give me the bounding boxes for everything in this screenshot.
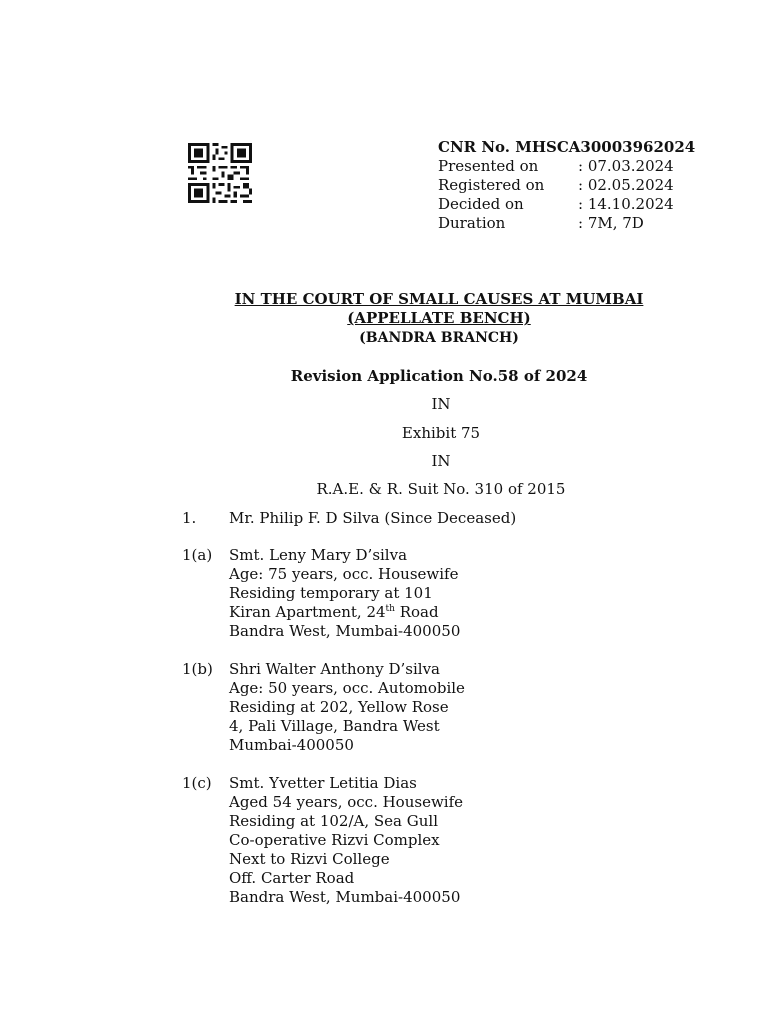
ordinal-suffix: th — [385, 604, 395, 614]
party-line-suffix: Road — [394, 603, 439, 621]
party-line: Age: 75 years, occ. Housewife — [229, 565, 459, 583]
party-line: Residing at 202, Yellow Rose — [229, 698, 449, 716]
party-number: 1(c) — [182, 774, 212, 792]
party-number: 1(b) — [182, 660, 213, 678]
case-title: Revision Application No.58 of 2024 — [290, 367, 588, 385]
party-line-address — [229, 603, 460, 622]
meta-value: : 14.10.2024 — [578, 195, 674, 213]
party-line: Smt. Yvetter Letitia Dias — [229, 774, 417, 792]
meta-value: : 02.05.2024 — [578, 176, 674, 194]
party-line: Co-operative Rizvi Complex — [229, 831, 440, 849]
party-line: Residing at 102/A, Sea Gull — [229, 812, 438, 830]
party-line: Residing temporary at 101 — [229, 584, 433, 602]
party-line: Off. Carter Road — [229, 869, 355, 887]
meta-label: Decided on — [438, 195, 524, 213]
case-metadata — [438, 138, 738, 233]
meta-value: : 7M, 7D — [578, 214, 644, 232]
case-in-2: IN — [431, 452, 451, 470]
meta-label: Presented on — [438, 157, 539, 175]
party-line: Shri Walter Anthony D’silva — [229, 660, 440, 678]
meta-row-decided — [438, 195, 738, 214]
meta-row-presented — [438, 157, 738, 176]
meta-label: Registered on — [438, 176, 545, 194]
court-title: IN THE COURT OF SMALL CAUSES AT MUMBAI — [234, 290, 644, 308]
party-line: Bandra West, Mumbai-400050 — [229, 622, 461, 640]
party-number: 1(a) — [182, 546, 213, 564]
case-exhibit: Exhibit 75 — [401, 424, 481, 442]
party-line: Smt. Leny Mary D’silva — [229, 546, 408, 564]
party-line: Age: 50 years, occ. Automobile — [229, 679, 465, 697]
meta-row-duration — [438, 214, 738, 233]
party-line: Aged 54 years, occ. Housewife — [229, 793, 464, 811]
qr-code-icon — [188, 143, 252, 203]
party-number: 1. — [182, 509, 197, 527]
party-line: Kiran Apartment, 24 — [229, 603, 386, 621]
party-line: 4, Pali Village, Bandra West — [229, 717, 440, 735]
meta-label: Duration — [438, 214, 506, 232]
court-bench: (APPELLATE BENCH) — [347, 309, 531, 327]
case-in-1: IN — [431, 395, 451, 413]
party-line: Mr. Philip F. D Silva (Since Deceased) — [229, 509, 517, 527]
party-line: Bandra West, Mumbai-400050 — [229, 888, 461, 906]
party-line: Mumbai-400050 — [229, 736, 354, 754]
case-suit: R.A.E. & R. Suit No. 310 of 2015 — [316, 480, 566, 498]
meta-value: : 07.03.2024 — [578, 157, 674, 175]
court-branch: (BANDRA BRANCH) — [359, 330, 519, 346]
party-line: Next to Rizvi College — [229, 850, 390, 868]
meta-row-registered — [438, 176, 738, 195]
cnr-number: CNR No. MHSCA30003962024 — [438, 138, 696, 156]
